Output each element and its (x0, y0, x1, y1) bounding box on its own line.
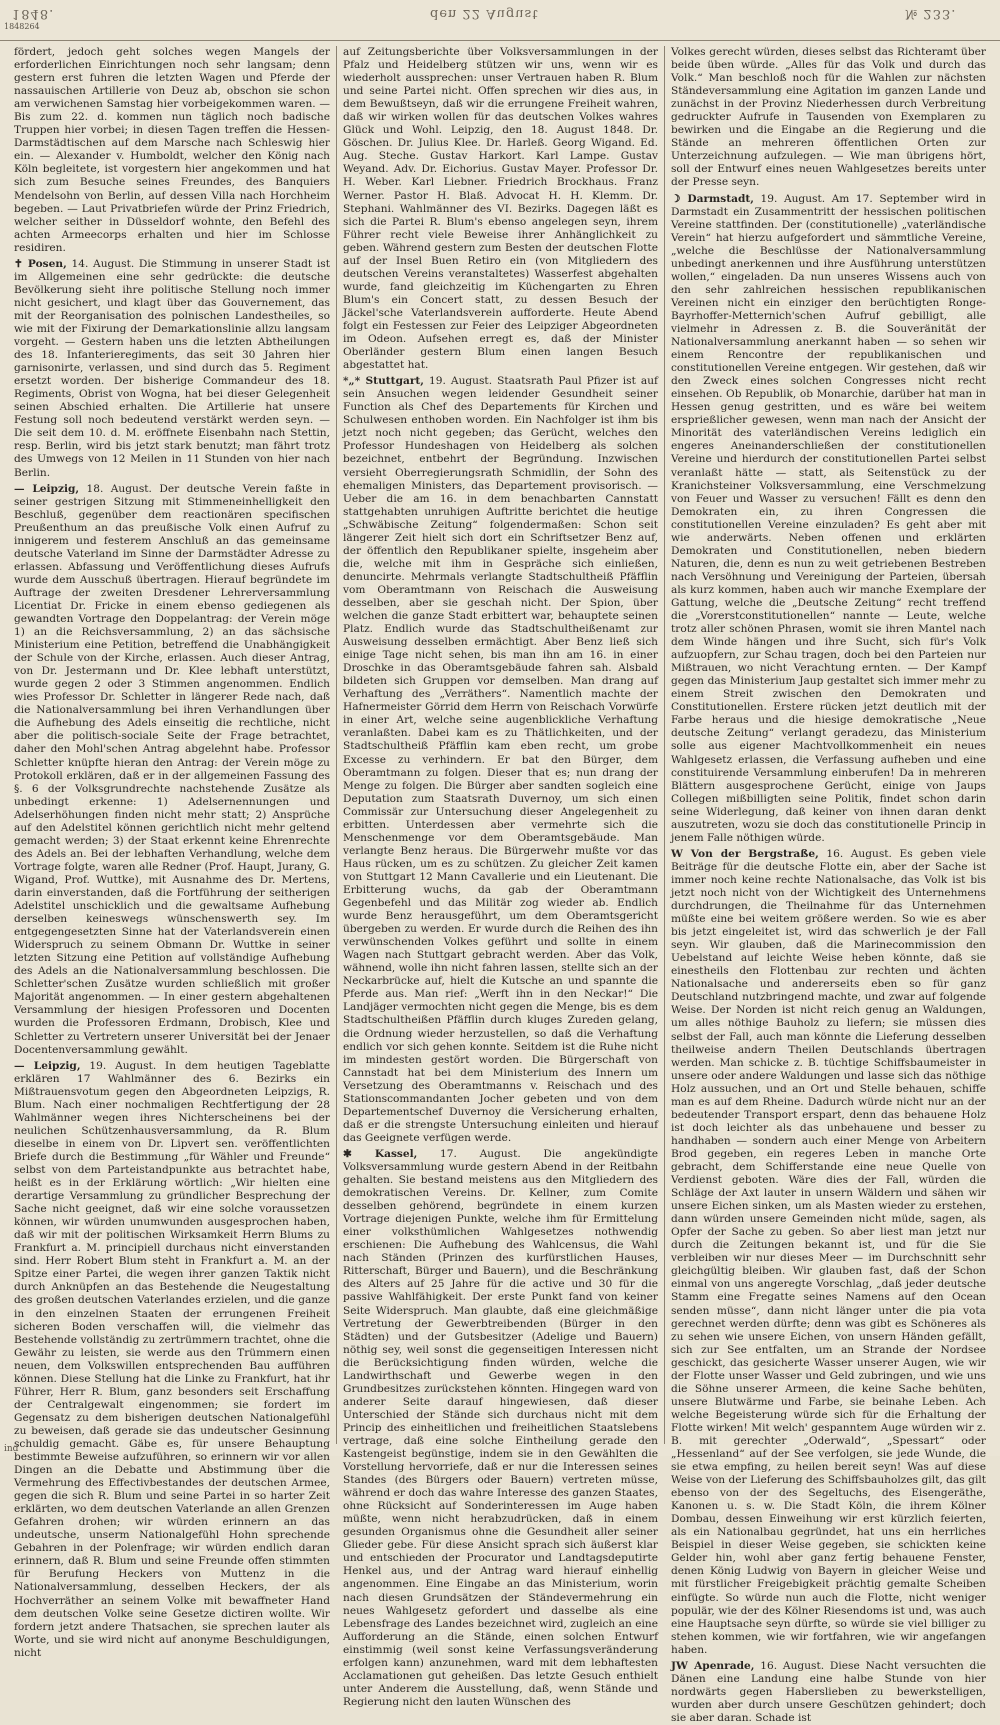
paragraph-text: 19. August. Am 17. September wird in Darmstadt ein Zusammentritt der hessischen politischen Vereine stattfinden. Der (constitutionelle) „vaterländische Verein“ hat hierzu aufgefordert und sämmtliche Vereine, „welche die Beschlüsse der Nationalversammlung unbedingt anerkennen und ihre Ausführung unterstützen wollen,“ eingeladen. Da nun unseres Wissens auch von den sehr zahlreichen hessischen republikanischen Vereinen nicht ein einziger den berüchtigten Ronge-Bayrhoffer-Metternich'schen Aufruf gebilligt, alle vielmehr in Adressen z. B. die Souveränität der Nationalversammlung anerkannt haben — so sehen wir einem Rencontre der republikanischen und constitutionellen Vereine entgegen. Wir gestehen, daß wir den Zweck eines solchen Congresses nicht recht einsehen. Ob Republik, ob Monarchie, darüber hat man in Hessen genug gestritten, und es wäre bei weitem ersprießlicher gewesen, wenn man nach der Ansicht der Minorität des vaterländischen Vereins lediglich ein engeres Aneinanderschließen der constitutionellen Vereine und hierdurch der constitutionellen Partei selbst veranlaßt hätte — statt, als Seitenstück zu der Kranichsteiner Volksversammlung, eine Verschmelzung von Feuer und Wasser zu versuchen! Fällt es denn den Demokraten ein, zu ihren Congressen die constitutionellen Vereine einzuladen? Es geht aber mit wie anderwärts. Neben offenen und erklärten Demokraten und Constitutionellen, neben biedern Naturen, die, denn es nun zu weit getriebenen Bestreben nach Versöhnung und Vereinigung der Parteien, übersah als kurz kommen, haben auch wir manche Exemplare der Gattung, welche die „Deutsche Zeitung“ recht treffend die „Vorerstconstitutionellen“ nannte — Leute, welche trotz aller schönen Phrasen, womit sie ihren Mantel nach dem Winde hängen und ihre Sucht, sich für's Volk aufzuopfern, zur Schau tragen, doch bei den Parteien nur Mißtrauen, wo nicht Verachtung ernten. — Der Kampf gegen das Ministerium Jaup gestaltet sich immer mehr zu einem Streit zwischen den Demokraten und Constitutionellen. Erstere rücken jetzt deutlich mit der Farbe heraus und die hiesige demokratische „Neue deutsche Zeitung“ verlangt geradezu, das Ministerium solle aus eigener Machtvollkommenheit ein neues Wahlgesetz erlassen, die Verfassung aufheben und eine constituirende Versammlung einberufen! Da in mehreren Blättern ausgesprochene Gerücht, einige von Jaups Collegen mißbilligten seine Politik, findet schon darin seine Widerlegung, daß keiner von ihnen daran denkt auszutreten, wozu sie doch das constitutionelle Princip in jenem Falle nöthigen würde. (671, 192, 986, 844)
article-paragraph (14, 46, 330, 255)
paragraph-text: auf Zeitungsberichte über Volksversammlungen in der Pfalz und Heidelberg stützen wir uns, wenn wir es wiederholt aussprechen: unser Vertrauen haben R. Blum und seine Partei nicht. Offen sprechen wir dies aus, in dem Bewußtseyn, daß wir die errungene Freiheit wahren, daß wir wirken wollen für das deutschen Volkes wahres Glück und Wohl. Leipzig, den 18. August 1848. Dr. Göschen. Dr. Julius Klee. Dr. Harleß. Georg Wigand. Ed. Aug. Steche. Gustav Harkort. Karl Lampe. Gustav Weyand. Adv. Dr. Eichorius. Gustav Mayer. Professor Dr. H. Weber. Karl Liebner. Friedrich Brockhaus. Franz Werner. Pastor H. Blaß. Advocat H. H. Klemm. Dr. Stephani. Wahlmänner des VI. Bezirks. Dagegen läßt es sich die Partei R. Blum's ebenso angelegen seyn, ihrem Führer recht viele Beweise ihrer Anhänglichkeit zu geben. Während gestern zum Besten der deutschen Flotte auf der Insel Buen Retiro ein (von Mitgliedern des deutschen Vereins veranstaltetes) Wasserfest abgehalten wurde, fand gleichzeitig im Küchengarten zu Ehren Blum's ein Concert statt, zu dessen Besuch der Jäckel'sche Vaterlandsverein aufforderte. Heute Abend folgt ein Festessen zur Feier des Leipziger Abgeordneten im Odeon. Aufsehen erregt es, daß der Minister Oberländer gestern Blum einen langen Besuch abgestattet hat. (343, 46, 658, 372)
column-2 (336, 46, 664, 1708)
paragraph-text: 18. August. Der deutsche Verein faßte in seiner gestrigen Sitzung mit Stimmeneinhelligkeit den Beschluß, gegenüber dem reactionären specifischen Preußenthum an das preußische Volk einen Aufruf zu innigerem und festerem Anschluß an das gemeinsame deutsche Vaterland im Sinne der Darmstädter Adresse zu erlassen. Abfassung und Veröffentlichung dieses Aufrufs wurde dem Ausschuß übertragen. Hierauf begründete im Auftrage der zweiten Dresdener Lehrerversammlung Licentiat Dr. Fricke in einem ebenso gediegenen als gewandten Vortrage den Doppelantrag: der Verein möge 1) an die Reichsversammlung, 2) an das sächsische Ministerium eine Petition, betreffend die Unabhängigkeit der Schule von der Kirche, erlassen. Auch dieser Antrag, von Dr. Jestermann und Dr. Klee lebhaft unterstützt, wurde gegen 2 oder 3 Stimmen angenommen. Endlich wies Professor Dr. Schletter in längerer Rede nach, daß die Nationalversammlung bei ihren Verhandlungen über die Aufhebung des Adels einseitig die rechtliche, nicht aber die politisch-sociale Seite der Frage betrachtet, daher den Mohl'schen Antrag abgelehnt habe. Professor Schletter knüpfte hieran den Antrag: der Verein möge zu Protokoll erklären, daß er in der allgemeinen Fassung des §. 6 der Volksgrundrechte nachstehende Zusätze als unbedingt erkenne: 1) Adelsernennungen und Adelserhöhungen finden nicht mehr statt; 2) Ansprüche auf den Adelstitel können gerichtlich nicht mehr geltend gemacht werden; 3) der Staat erkennt keine Ehrenrechte des Adels an. Bei der lebhaften Verhandlung, welche dem Vortrage folgte, waren alle Redner (Prof. Haupt, Jurany, G. Wigand, Prof. Wuttke), mit Ausnahme des Dr. Mertens, darin einverstanden, daß die Fortführung der seitherigen Adelstitel unschicklich und die gewaltsame Aufhebung derselben keineswegs wünschenswerth sey. Im entgegengesetzten Sinne hat der Vaterlandsverein einen Widerspruch zu seinem Obmann Dr. Wuttke in seiner letzten Sitzung eine Petition auf vollständige Aufhebung des Adels an die Nationalversammlung beschlossen. Die Schletter'schen Zusätze wurden schließlich mit großer Majorität angenommen. — In einer gestern abgehaltenen Versammlung der hiesigen Professoren und Docenten wurden die Professoren Erdmann, Drobisch, Klee und Schletter zu Vertretern unserer Universität bei der Jenaer Docentenversammlung gewählt. (14, 482, 330, 1056)
dateline: — Leipzig, (14, 1059, 81, 1072)
paragraph-text: Volkes gerecht würden, dieses selbst das Richteramt über beide üben würde. „Alles für das Volk und durch das Volk.“ Man beschloß noch für die Wahlen zur nächsten Ständeversammlung eine Agitation im ganzen Lande und zunächst in der Provinz Niederhessen durch Verbreitung gedruckter Aufrufe in Tausenden von Exemplaren zu bewirken und die Eingabe an die Regierung und die Stände an mehreren öffentlichen Orten zur Unterzeichnung aufzulegen. — Wie man übrigens hört, soll der Entwurf eines neuen Wahlgesetzes bereits unter der Presse seyn. (671, 46, 986, 189)
dateline: ✱ Kassel, (343, 1147, 418, 1160)
article-paragraph (14, 1060, 330, 1660)
article-paragraph (14, 483, 330, 1057)
paragraph-text: 19. August. In dem heutigen Tageblatte erklären 17 Wahlmänner des 6. Bezirks ein Mißtrauensvotum gegen den Abgeordneten Leipzigs, R. Blum. Nach einer nochmaligen Rechtfertigung der 28 Wahlmänner wegen ihres Nichterscheinens bei der neulichen Schützenhausversammlung, da R. Blum dieselbe in einem von Dr. Lipvert sen. veröffentlichten Briefe durch die Bestimmung „für Wähler und Freunde“ selbst von dem Parteistandpunkte aus betrachtet habe, heißt es in der Erklärung wörtlich: „Wir hielten eine derartige Versammlung zu gründlicher Besprechung der Sache nicht geeignet, daß wir eine solche voraussetzen können, wir würden unumwunden ausgesprochen haben, daß wir mit der politischen Wirksamkeit Herrn Blums zu Frankfurt a. M. principiell durchaus nicht einverstanden sind. Herr Robert Blum steht in Frankfurt a. M. an der Spitze einer Partei, die wegen ihrer ganzen Taktik nicht durch Anknüpfen an das Bestehende die Neugestaltung des großen deutschen Vaterlandes erzielen, und die ganze in den einzelnen Staaten der errungenen Freiheit sicheren Boden verschaffen will, die vielmehr das Bestehende vollständig zu zertrümmern trachtet, ohne die Gewähr zu leisten, sie werde aus den Trümmern einen neuen, dem Volkswillen entsprechenden Bau aufführen können. Diese Stellung hat die Linke zu Frankfurt, hat ihr Führer, Herr R. Blum, ganz besonders seit Erschaffung der Centralgewalt eingenommen; sie fordert im Gegensatz zu dem bisherigen deutschen Nationalgefühl zu beweisen, daß gerade sie das undeutscher Gesinnung schuldig gemacht. Gäbe es, für unsere Behauptung bestimmte Beweise aufzuführen, so erinnern wir vor allen Dingen an die Debatte und Abstimmung über die Vermehrung des Effectivbestandes der deutschen Armee, gegen die sich R. Blum und seine Partei in so harter Zeit erklärten, wo dem deutschen Vaterlande an allen Grenzen Gefahren drohen; wir würden erinnern an das undeutsche, unserm Nationalgefühl Hohn sprechende Gebahren in der Polenfrage; wir würden endlich daran erinnern, daß R. Blum und seine Freunde offen stimmten für Berufung Heckers von Muttenz in die Nationalversammlung, desselben Heckers, der als Hochverräther an seinem Volke mit bewaffneter Hand dem deutschen Volke seine Gesetze dictiren wollte. Wir fordern jetzt andere Thatsachen, sie sprechen lauter als Worte, und sie wird nicht auf anonyme Beschuldigungen, nicht (14, 1059, 331, 1659)
paragraph-text: 16. August. Es geben viele Beiträge für die deutsche Flotte ein, aber der Sache ist immer noch keine rechte Nationalsache, das Volk ist bis jetzt noch nicht von der Wichtigkeit des Unternehmens durchdrungen, die Theilnahme für das Unternehmen müßte eine bei weitem größere werden. So wie es aber bis jetzt eingeleitet ist, wird das schwerlich je der Fall seyn. Wir glauben, daß die Marinecommission den Uebelstand auf leichte Weise heben könnte, daß sie einestheils den Flottenbau zur rechten und ächten Nationalsache und andererseits eben so für ganz Deutschland nutzbringend machte, und zwar auf folgende Weise. Der Norden ist nicht reich genug an Waldungen, um alles nöthige Bauholz zu liefern; sie müssen dies selbst der Fall, auch man könnte die Lieferung desselben theilweise andern Theilen Deutschlands übertragen werden. Man schicke z. B. tüchtige Schiffsbaumeister in unsere oder andere Waldungen und lasse sich das nöthige Holz aussuchen, und an Ort und Stelle behauen, schiffe man es auf dem Rheine. Dadurch würde nicht nur an der bedeutender Transport erspart, denn das behauene Holz ist doch leichter als das unbehauene und besser zu handhaben — sondern auch einer Menge von Arbeitern Brod gegeben, ein regeres Leben in manche Orte gebracht, dem Schifferstande eine neue Quelle von Verdienst geboten. Wäre dies der Fall, würden die Schläge der Axt lauter in unsern Wäldern und sähen wir unsere Eichen sinken, um als Masten wieder zu erstehen, dann würden unsere Gemeinden nicht müde, sagen, als Opfer der Sache zu geben. So aber liest man jetzt nur durch die Zeitungen bekannt ist, und für die Sie verbleiben wir nur dieses Meer — im Durchschnitt sehr gleichgültig bleiben. Wir glauben fast, daß der Schon einmal von uns angeregte Vorschlag, „daß jeder deutsche Stamm eine Fregatte seines Namens auf den Ocean senden müsse“, dann nicht länger unter die pia vota gerechnet werden dürfte; denn was gibt es Schöneres als zu sehen wie unsere Eichen, von unsern Händen gefällt, sich zur See entfalten, um an Strande der Nordsee geschickt, das gesicherte Wasser unserer Augen, wie wir der Flotte unser Wasser und Geld zubringen, und wie uns die Söhne unserer Armeen, die keine Sache behüten, unsere Blutwärme und Farbe, sie beinahe Leben. Ach welche Begeisterung würde sich für die Erhaltung der Flotte wirken! Mit welch' gespanntem Auge würden wir z. B. mit gerechter „Oderwald“, „Spessart“ oder „Hessenland“ auf der See verfolgen, sie jede Wunde, die sie etwa empfing, zu heilen bereit seyn! Was auf diese Weise von der Lieferung des Schiffsbauholzes gilt, das gilt ebenso von der des Segeltuchs, des Eisengeräthe, Kanonen u. s. w. Die Stadt Köln, die ihrem Kölner Dombau, dessen Einweihung wir erst kürzlich feierten, als ein Nationalbau gegründet, hat uns ein herrliches Beispiel in dieser Weise gegeben, sie schickten keine Gelder hin, wohl aber ganz fertig behauene Fenster, denen König Ludwig von Bayern in gleicher Weise und mit fürstlicher Freigebigkeit prächtig gemalte Scheiben einfügte. So würde nun auch die Flotte, nicht weniger populär, wie der des Kölner Riesendoms ist und, was auch eine Hauptsache seyn dürfte, so würde sie viel billiger zu stehen kommen, wie wir fortfahren, wie wir angefangen haben. (671, 847, 987, 1656)
paragraph-text: fördert, jedoch geht solches wegen Mangels der erforderlichen Einrichtungen noch sehr langsam; denn gestern erst fuhren die letzten Wagen und Pferde der nassauischen Artillerie von Deuz ab, obschon sie schon am verwichenen Samstag hier vorbeigekommen waren. — Bis zum 22. d. kommen nun täglich noch badische Truppen hier vorbei; in diesen Tagen treffen die Hessen-Darmstädtischen auf dem Marsche nach Schleswig hier ein. — Alexander v. Humboldt, welcher den König nach Köln begleitete, ist vorgestern hier angekommen und hat sich zum Besuche seines Freundes, des Banquiers Mendelsohn von Berlin, auf dessen Villa nach Horchheim begeben. — Laut Privatbriefen würde der Prinz Friedrich, welcher seither in Düsseldorf wohnte, den Befehl des achten Armeecorps erhalten und hier im Schlosse residiren. (14, 46, 330, 254)
dateline: ☽ Darmstadt, (671, 192, 754, 205)
bleed-through-header (0, 0, 1000, 41)
paragraph-text: 16. August. Diese Nacht versuchten die Dänen eine Landung eine halbe Stunde von hier nordwärts gegen Haberslieben zu bewerkstelligen, wurden aber durch unsere Geschützen gehindert; doch sie aber daran. Schade ist (671, 1659, 986, 1724)
dateline: W Von der Bergstraße, (671, 847, 819, 860)
header-left: 1848. (12, 6, 55, 21)
article-paragraph (671, 1660, 986, 1725)
article-paragraph (671, 46, 986, 190)
article-paragraph (343, 1148, 658, 1709)
paragraph-text: 17. August. Die angekündigte Volksversammlung wurde gestern Abend in der Reitbahn gehalten. Sie bestand meistens aus den Mitgliedern des demokratischen Vereins. Dr. Kellner, zum Comite desselben gehörend, begründete in einem kurzen Vortrage diejenigen Punkte, welche ihm für Ermittelung einer volksthümlichen Wahlgesetzes nothwendig erschienen: Die Aufhebung des Wahlcensus, die Wahl nach Ständen (Prinzen des kurfürstlichen Hauses, Ritterschaft, Bürger und Bauern), und die Beschränkung des Alters auf 25 Jahre für die active und 30 für die passive Wahlfähigkeit. Der erste Punkt fand von keiner Seite Widerspruch. Man glaubte, daß eine gleichmäßige Vertretung der Gewerbtreibenden (Bürger in den Städten) und der Gutsbesitzer (Adelige und Bauern) nöthig sey, weil sonst die gegenseitigen Interessen nicht die Berücksichtigung finden würden, welche die Landwirthschaft und Gewerbe wegen in den Grundbesitzes zurückstehen könnten. Hingegen ward von anderer Seite darauf hingewiesen, daß dieser Unterschied der Stände sich durchaus nicht mit dem Princip des einheitlichen und freiheitlichen Staatslebens vertrage, daß eine solche Eintheilung gerade den Kastengeist begünstige, indem sie in den Gewählten die Vorstellung hervorriefe, daß er nur die Interessen seines Standes (des Bürgers oder Bauern) vertreten müsse, während er doch das wahre Interesse des ganzen Staates, ohne Rücksicht auf Sonderinteressen im Auge haben müßte, wenn nicht herabzudrücken, daß in einem gesunden Organismus ohne die Gesundheit aller seiner Glieder gebe. Für diese Ansicht sprach sich äußerst klar und entschieden der Procurator und Landtagsdeputirte Henkel aus, und der Antrag ward hierauf einhellig angenommen. Eine Eingabe an das Ministerium, worin nach diesen Grundsätzen der Ständevermehrung ein neues Wahlgesetz gefordert und dasselbe als eine Lebensfrage des Landes bezeichnet wird, zugleich an eine Aufforderung an die Stände, einen solchen Entwurf einstimmig (weil sonst keine Verfassungsveränderung erfolgen kann) anzunehmen, ward mit dem lebhaftesten Acclamationen gut geheißen. Das letzte Gesuch enthielt unter Anderem die Ausstellung, daß, wenn Stände und Regierung nicht den lauten Wünschen des (343, 1147, 658, 1708)
dateline: JW Apenrade, (671, 1659, 755, 1672)
column-3 (664, 46, 992, 1724)
paragraph-text: 14. August. Die Stimmung in unserer Stadt ist im Allgemeinen eine sehr gedrückte: die deutsche Bevölkerung sieht ihre politische Stellung noch immer nicht gesichert, und klagt über das Gouvernement, das mit der Reorganisation des polnischen Landestheiles, so wie mit der Fixirung der Demarkationslinie allzu langsam vorgeht. — Gestern haben uns die letzten Abtheilungen des 18. Infanterieregiments, das seit 30 Jahren hier garnisonirte, verlassen, und sind durch das 5. Regiment ersetzt worden. Der bisherige Commandeur des 18. Regiments, Obrist von Wogna, hat bei dieser Gelegenheit seinen Abschied erhalten. Die Artillerie hat unsere Festung soll noch bedeutend verstärkt werden seyn. — Die seit dem 10. d. M. eröffnete Eisenbahn nach Stettin, resp. Berlin, wird bis jetzt stark benutzt; man fährt trotz des Umwegs von 12 Meilen in 11 Stunden von hier nach Berlin. (14, 257, 330, 479)
dateline: ✝ Posen, (14, 257, 67, 270)
footer-mark: ind (4, 1444, 19, 1454)
article-columns (8, 46, 992, 1724)
article-paragraph (671, 848, 986, 1657)
margin-tick: 1848264 (4, 22, 40, 31)
article-paragraph (343, 46, 658, 372)
dateline: — Leipzig, (14, 482, 80, 495)
paragraph-text: 19. August. Staatsrath Paul Pfizer ist auf sein Ansuchen wegen leidender Gesundheit seiner Function als Chef des Departements für Kirchen und Schulwesen enthoben worden. Ein Nachfolger ist ihm bis jetzt noch nicht gegeben; das Gerücht, welches den Professor Hundeshagen von Heidelberg als solchen bezeichnet, entbehrt der Begründung. Inzwischen versieht Oberregierungsrath Schmidlin, der Sohn des ehemaligen Ministers, das Departement provisorisch. — Ueber die am 16. in dem benachbarten Cannstatt stattgehabten unruhigen Auftritte berichtet die heutige „Schwäbische Zeitung“ folgendermaßen: Schon seit längerer Zeit hielt sich dort ein Schriftsetzer Benz auf, der öffentlich den Republikaner spielte, insgeheim aber die, welche mit ihm in Gespräche sich einließen, denuncirte. Mehrmals verlangte Stadtschultheiß Pfäfflin vom Oberamtmann von Reischach die Ausweisung desselben, aber sie geschah nicht. Der Spion, über welchen die ganze Stadt erbittert war, behauptete seinen Platz. Endlich wurde das Stadtschultheißenamt zur Ausweisung desselben ermächtigt. Aber Benz ließ sich einige Tage nicht sehen, bis man ihn am 16. in einer Droschke in das Oberamtsgebäude fahren sah. Alsbald bildeten sich Gruppen vor demselben. Man drang auf Verhaftung des „Verräthers“. Namentlich machte der Hafnermeister Görrid dem Herrn von Reischach Vorwürfe in einer Art, welche seine augenblickliche Verhaftung veranlaßten. Dabei kam es zu Thätlichkeiten, und der Stadtschultheiß Pfäfflin kam eben recht, um grobe Excesse zu verhindern. Er bat den Bürger, dem Oberamtmann zu folgen. Dieser that es; nun drang der Menge zu folgen. Die Bürger aber sandten sogleich eine Deputation zum Staatsrath Duvernoy, um sich einen Commissär zur Untersuchung dieser Angelegenheit zu erbitten. Unterdessen aber vermehrte sich die Menschenmenge vor dem Oberamtsgebäude. Man verlangte Benz heraus. Die Bürgerwehr mußte vor das Haus rücken, um es zu schützen. Zu gleicher Zeit kamen von Stuttgart 12 Mann Cavallerie und ein Lieutenant. Die Erbitterung wuchs, da gab der Oberamtmann Gegenbefehl und das Militär zog wieder ab. Endlich wurde Benz herausgeführt, um dem Oberamtsgericht übergeben zu werden. Er wurde durch die Reihen des ihn verwünschenden Volkes geführt und sollte in einem Wagen nach Stuttgart gebracht werden. Aber das Volk, wähnend, wolle ihn nicht fahren lassen, stellte sich an der Neckarbrücke auf, hielt die Kutsche an und spannte die Pferde aus. Man rief: „Werft ihn in den Neckar!“ Die Landjäger vermochten nicht gegen die Menge, bis es dem Stadtschultheißen Pfäfflin durch kluges Zureden gelang, die Ordnung wieder herzustellen, so daß die Verhaftung endlich vor sich gehen konnte. Seitdem ist die Ruhe nicht im mindesten gestört worden. Die Bürgerschaft von Cannstadt hat bei dem Ministerium des Innern um Versetzung des Oberamtmanns v. Reischach und des Stationscommandanten Jocher gebeten und von dem Departementschef Duvernoy die Versicherung erhalten, daß er die strengste Untersuchung einleiten und hierauf das Geeignete verfügen werde. (343, 375, 658, 1144)
dateline: *„* Stuttgart, (343, 375, 424, 388)
header-right: № 233. (905, 6, 957, 21)
column-1 (8, 46, 336, 1659)
article-paragraph (14, 258, 330, 480)
article-paragraph (343, 375, 658, 1145)
article-paragraph (671, 193, 986, 845)
header-center: den 22 August (430, 6, 539, 21)
